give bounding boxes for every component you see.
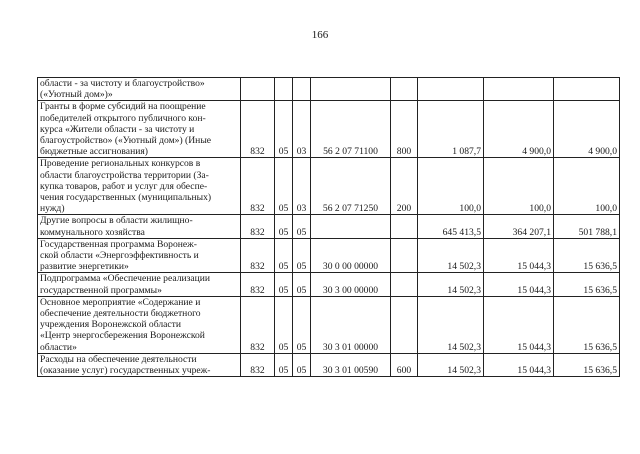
row-name-line: Расходы на обеспечение деятельности <box>40 353 197 365</box>
col-gr: 832 <box>241 101 275 158</box>
col-pr: 05 <box>293 353 311 376</box>
col-rz: 05 <box>275 158 293 215</box>
col-pr: 05 <box>293 273 311 296</box>
col-gr: 832 <box>241 238 275 273</box>
col-cs <box>311 78 391 101</box>
row-name-line: победителей открытого публичного кон- <box>40 112 206 124</box>
row-name-line: Подпрограмма «Обеспечение реализации <box>40 273 211 285</box>
row-name-line: бюджетные ассигнования) <box>40 146 148 158</box>
row-name <box>38 215 241 238</box>
col-y3 <box>554 78 620 101</box>
row-name <box>38 158 241 215</box>
col-gr <box>241 78 275 101</box>
row-name-line: «Центр энергосбережения Воронежской <box>40 330 205 342</box>
col-pr: 03 <box>293 101 311 158</box>
col-gr: 832 <box>241 296 275 353</box>
row-name-line: Гранты в форме субсидий на поощрение <box>40 101 206 113</box>
row-name-line: благоустройство» («Уютный дом») (Иные <box>40 135 212 147</box>
col-y2: 364 207,1 <box>484 215 554 238</box>
col-vr: 200 <box>391 158 418 215</box>
table-row <box>38 238 620 273</box>
row-name-line: Другие вопросы в области жилищно- <box>40 215 193 227</box>
row-name-line: области - за чистоту и благоустройство» <box>40 78 205 89</box>
table-row <box>38 101 620 158</box>
col-y1: 645 413,5 <box>418 215 484 238</box>
col-cs: 30 0 00 00000 <box>311 238 391 273</box>
col-rz: 05 <box>275 296 293 353</box>
col-y3: 15 636,5 <box>554 353 620 376</box>
col-vr: 800 <box>391 101 418 158</box>
table-row <box>38 273 620 296</box>
col-y3: 15 636,5 <box>554 238 620 273</box>
col-cs: 30 3 00 00000 <box>311 273 391 296</box>
col-y1: 1 087,7 <box>418 101 484 158</box>
col-pr: 05 <box>293 215 311 238</box>
col-rz: 05 <box>275 101 293 158</box>
col-y2: 15 044,3 <box>484 273 554 296</box>
row-name-line: купка товаров, работ и услуг для обеспе- <box>40 180 208 192</box>
col-pr: 03 <box>293 158 311 215</box>
row-name-line: Проведение региональных конкурсов в <box>40 158 201 170</box>
col-gr: 832 <box>241 215 275 238</box>
col-vr <box>391 78 418 101</box>
col-cs <box>311 215 391 238</box>
col-vr <box>391 296 418 353</box>
row-name-line: Государственная программа Воронеж- <box>40 238 197 250</box>
row-name-line: области» <box>40 341 77 353</box>
row-name-line: коммунального хозяйства <box>40 226 145 238</box>
row-name-line: ской области «Энергоэффективность и <box>40 250 199 262</box>
col-y3: 15 636,5 <box>554 296 620 353</box>
col-gr: 832 <box>241 158 275 215</box>
col-cs: 30 3 01 00590 <box>311 353 391 376</box>
row-name-line: государственной программы» <box>40 284 162 296</box>
col-y3: 15 636,5 <box>554 273 620 296</box>
col-vr: 600 <box>391 353 418 376</box>
col-y1: 100,0 <box>418 158 484 215</box>
col-pr: 05 <box>293 296 311 353</box>
col-vr <box>391 238 418 273</box>
col-y3: 100,0 <box>554 158 620 215</box>
row-name-line: (оказание услуг) государственных учреж- <box>40 365 211 377</box>
col-y1: 14 502,3 <box>418 296 484 353</box>
col-rz: 05 <box>275 238 293 273</box>
col-gr: 832 <box>241 273 275 296</box>
row-name-line: («Уютный дом»)» <box>40 89 113 101</box>
col-y2: 100,0 <box>484 158 554 215</box>
col-y3: 4 900,0 <box>554 101 620 158</box>
table-row <box>38 158 620 215</box>
col-rz: 05 <box>275 215 293 238</box>
col-vr <box>391 215 418 238</box>
col-rz: 05 <box>275 273 293 296</box>
table-row <box>38 215 620 238</box>
row-name <box>38 353 241 376</box>
row-name-line: области благоустройства территории (За- <box>40 169 209 181</box>
col-y2: 15 044,3 <box>484 238 554 273</box>
row-name-line: Основное мероприятие «Содержание и <box>40 296 201 308</box>
row-name <box>38 101 241 158</box>
table-body <box>38 78 620 377</box>
col-y1: 14 502,3 <box>418 273 484 296</box>
row-name-line: чения государственных (муниципальных) <box>40 192 212 204</box>
col-cs: 56 2 07 71250 <box>311 158 391 215</box>
budget-table <box>37 77 620 377</box>
col-pr <box>293 78 311 101</box>
row-name-line: курса «Жители области - за чистоту и <box>40 123 195 135</box>
col-y2: 15 044,3 <box>484 353 554 376</box>
row-name <box>38 273 241 296</box>
table-row <box>38 78 620 101</box>
col-y1: 14 502,3 <box>418 353 484 376</box>
page-number: 166 <box>311 29 329 41</box>
row-name-line: нужд) <box>40 203 65 215</box>
table-row <box>38 296 620 353</box>
col-vr <box>391 273 418 296</box>
row-name <box>38 238 241 273</box>
col-cs: 30 3 01 00000 <box>311 296 391 353</box>
row-name-line: развитие энергетики» <box>40 261 129 273</box>
col-cs: 56 2 07 71100 <box>311 101 391 158</box>
col-y1 <box>418 78 484 101</box>
col-y1: 14 502,3 <box>418 238 484 273</box>
row-name <box>38 78 241 101</box>
col-pr: 05 <box>293 238 311 273</box>
col-y3: 501 788,1 <box>554 215 620 238</box>
col-gr: 832 <box>241 353 275 376</box>
row-name <box>38 296 241 353</box>
row-name-line: учреждения Воронежской области <box>40 319 181 331</box>
col-rz <box>275 78 293 101</box>
table-row <box>38 353 620 376</box>
row-name-line: обеспечение деятельности бюджетного <box>40 308 201 320</box>
col-y2: 15 044,3 <box>484 296 554 353</box>
col-rz: 05 <box>275 353 293 376</box>
col-y2: 4 900,0 <box>484 101 554 158</box>
col-y2 <box>484 78 554 101</box>
